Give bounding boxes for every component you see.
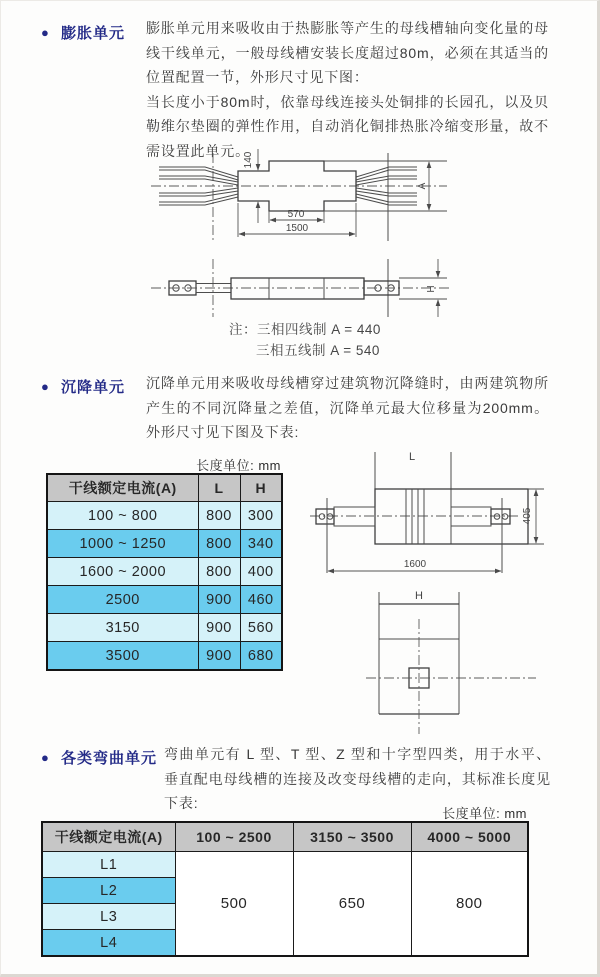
right-connector (451, 498, 510, 573)
expansion-para-2: 当长度小于80m时，依靠母线连接头处铜排的长园孔，以及贝勒维尔垫圈的弹性作用，自动消化铜排热胀冷缩变形量，故不需设置此单元。 (146, 93, 549, 159)
cell-current-range: 3500 (47, 642, 198, 671)
cell-H: 300 (240, 502, 282, 530)
col-header-range-2: 3150 ~ 3500 (293, 822, 411, 852)
cell-L: 900 (198, 642, 240, 671)
table-row (47, 642, 282, 671)
row-label-L2: L2 (42, 878, 175, 904)
table-row (47, 614, 282, 642)
expansion-note (229, 319, 381, 361)
bends-table (41, 821, 529, 957)
expansion-paragraphs (146, 16, 549, 164)
note-line-2: 三相五线制 A = 540 (256, 343, 380, 358)
section-title-text: 膨胀单元 (61, 25, 126, 42)
dimension-1600 (328, 559, 501, 571)
value-cell-500: 500 (175, 852, 293, 957)
dim-label-405: 405 (522, 507, 533, 525)
col-header-current: 干线额定电流(A) (47, 474, 198, 502)
table-header-row (42, 822, 528, 852)
cell-L: 800 (198, 530, 240, 558)
section-title-expansion (41, 22, 125, 43)
dim-label-570: 570 (287, 209, 305, 220)
dim-label-1500: 1500 (285, 223, 309, 234)
table-header-row (47, 474, 282, 502)
cell-L: 900 (198, 614, 240, 642)
section-title-settlement (41, 376, 125, 397)
dim-label-A: A (417, 182, 428, 190)
table-row (47, 530, 282, 558)
table-row (47, 586, 282, 614)
expansion-para-1: 膨胀单元用来吸收由于热膨胀等产生的母线槽轴向变化量的母线干线单元，一般母线槽安装长度超过80m，必须在其适当的位置配置一节，外形尺寸见下图： (146, 20, 549, 86)
dimension-A (417, 162, 429, 210)
table-row (47, 502, 282, 530)
section-title-text: 沉降单元 (61, 379, 126, 396)
cell-current-range: 1000 ~ 1250 (47, 530, 198, 558)
bellows-lines (406, 489, 424, 544)
col-header-L: L (198, 474, 240, 502)
dim-label-L: L (408, 451, 416, 463)
bullet-icon: ● (41, 25, 50, 40)
dim-label-140: 140 (243, 151, 254, 169)
settlement-unit-label: 长度单位: mm (196, 458, 281, 473)
bullet-icon: ● (41, 750, 50, 765)
cell-H: 400 (240, 558, 282, 586)
bends-unit-label: 长度单位: mm (442, 806, 527, 821)
dimension-405 (522, 489, 544, 544)
expansion-side-view-diagram (149, 249, 469, 321)
section-title-bends (41, 747, 157, 768)
row-label-L1: L1 (42, 852, 175, 878)
value-cell-800: 800 (411, 852, 528, 957)
table-row (42, 852, 528, 878)
settlement-para-1: 沉降单元用来吸收母线槽穿过建筑物沉降缝时，由两建筑物所产生的不同沉降量之差值，沉降单元最大位移量为200mm。外形尺寸见下图及下表: (146, 375, 549, 441)
bends-para-1: 弯曲单元有 L 型、T 型、Z 型和十字型四类，用于水平、垂直配电母线槽的连接及改变母线槽的走向，其标准长度见下表: (164, 746, 551, 812)
settlement-front-view-diagram (349, 584, 553, 738)
cell-current-range: 2500 (47, 586, 198, 614)
cell-L: 800 (198, 558, 240, 586)
row-label-L3: L3 (42, 904, 175, 930)
cell-L: 900 (198, 586, 240, 614)
cell-current-range: 1600 ~ 2000 (47, 558, 198, 586)
cell-H: 460 (240, 586, 282, 614)
dim-label-1600: 1600 (403, 559, 427, 570)
table-row (47, 558, 282, 586)
col-header-current: 干线额定电流(A) (42, 822, 175, 852)
settlement-side-view-diagram (306, 444, 586, 584)
col-header-H: H (240, 474, 282, 502)
cell-current-range: 100 ~ 800 (47, 502, 198, 530)
row-label-L4: L4 (42, 930, 175, 957)
cell-L: 800 (198, 502, 240, 530)
dimension-H (426, 259, 438, 317)
value-cell-650: 650 (293, 852, 411, 957)
cell-H: 560 (240, 614, 282, 642)
section-title-text: 各类弯曲单元 (61, 750, 158, 767)
col-header-range-3: 4000 ~ 5000 (411, 822, 528, 852)
dim-label-H: H (426, 285, 437, 293)
dim-label-H: H (415, 590, 423, 602)
cell-H: 340 (240, 530, 282, 558)
settlement-table (46, 473, 283, 671)
settlement-paragraphs (146, 371, 549, 445)
side-body (231, 278, 364, 299)
left-connector (316, 498, 375, 573)
cell-current-range: 3150 (47, 614, 198, 642)
note-line-1: 注：三相四线制 A = 440 (229, 322, 381, 337)
cell-H: 680 (240, 642, 282, 671)
bullet-icon: ● (41, 379, 50, 394)
col-header-range-1: 100 ~ 2500 (175, 822, 293, 852)
expansion-top-view-diagram (149, 147, 453, 247)
